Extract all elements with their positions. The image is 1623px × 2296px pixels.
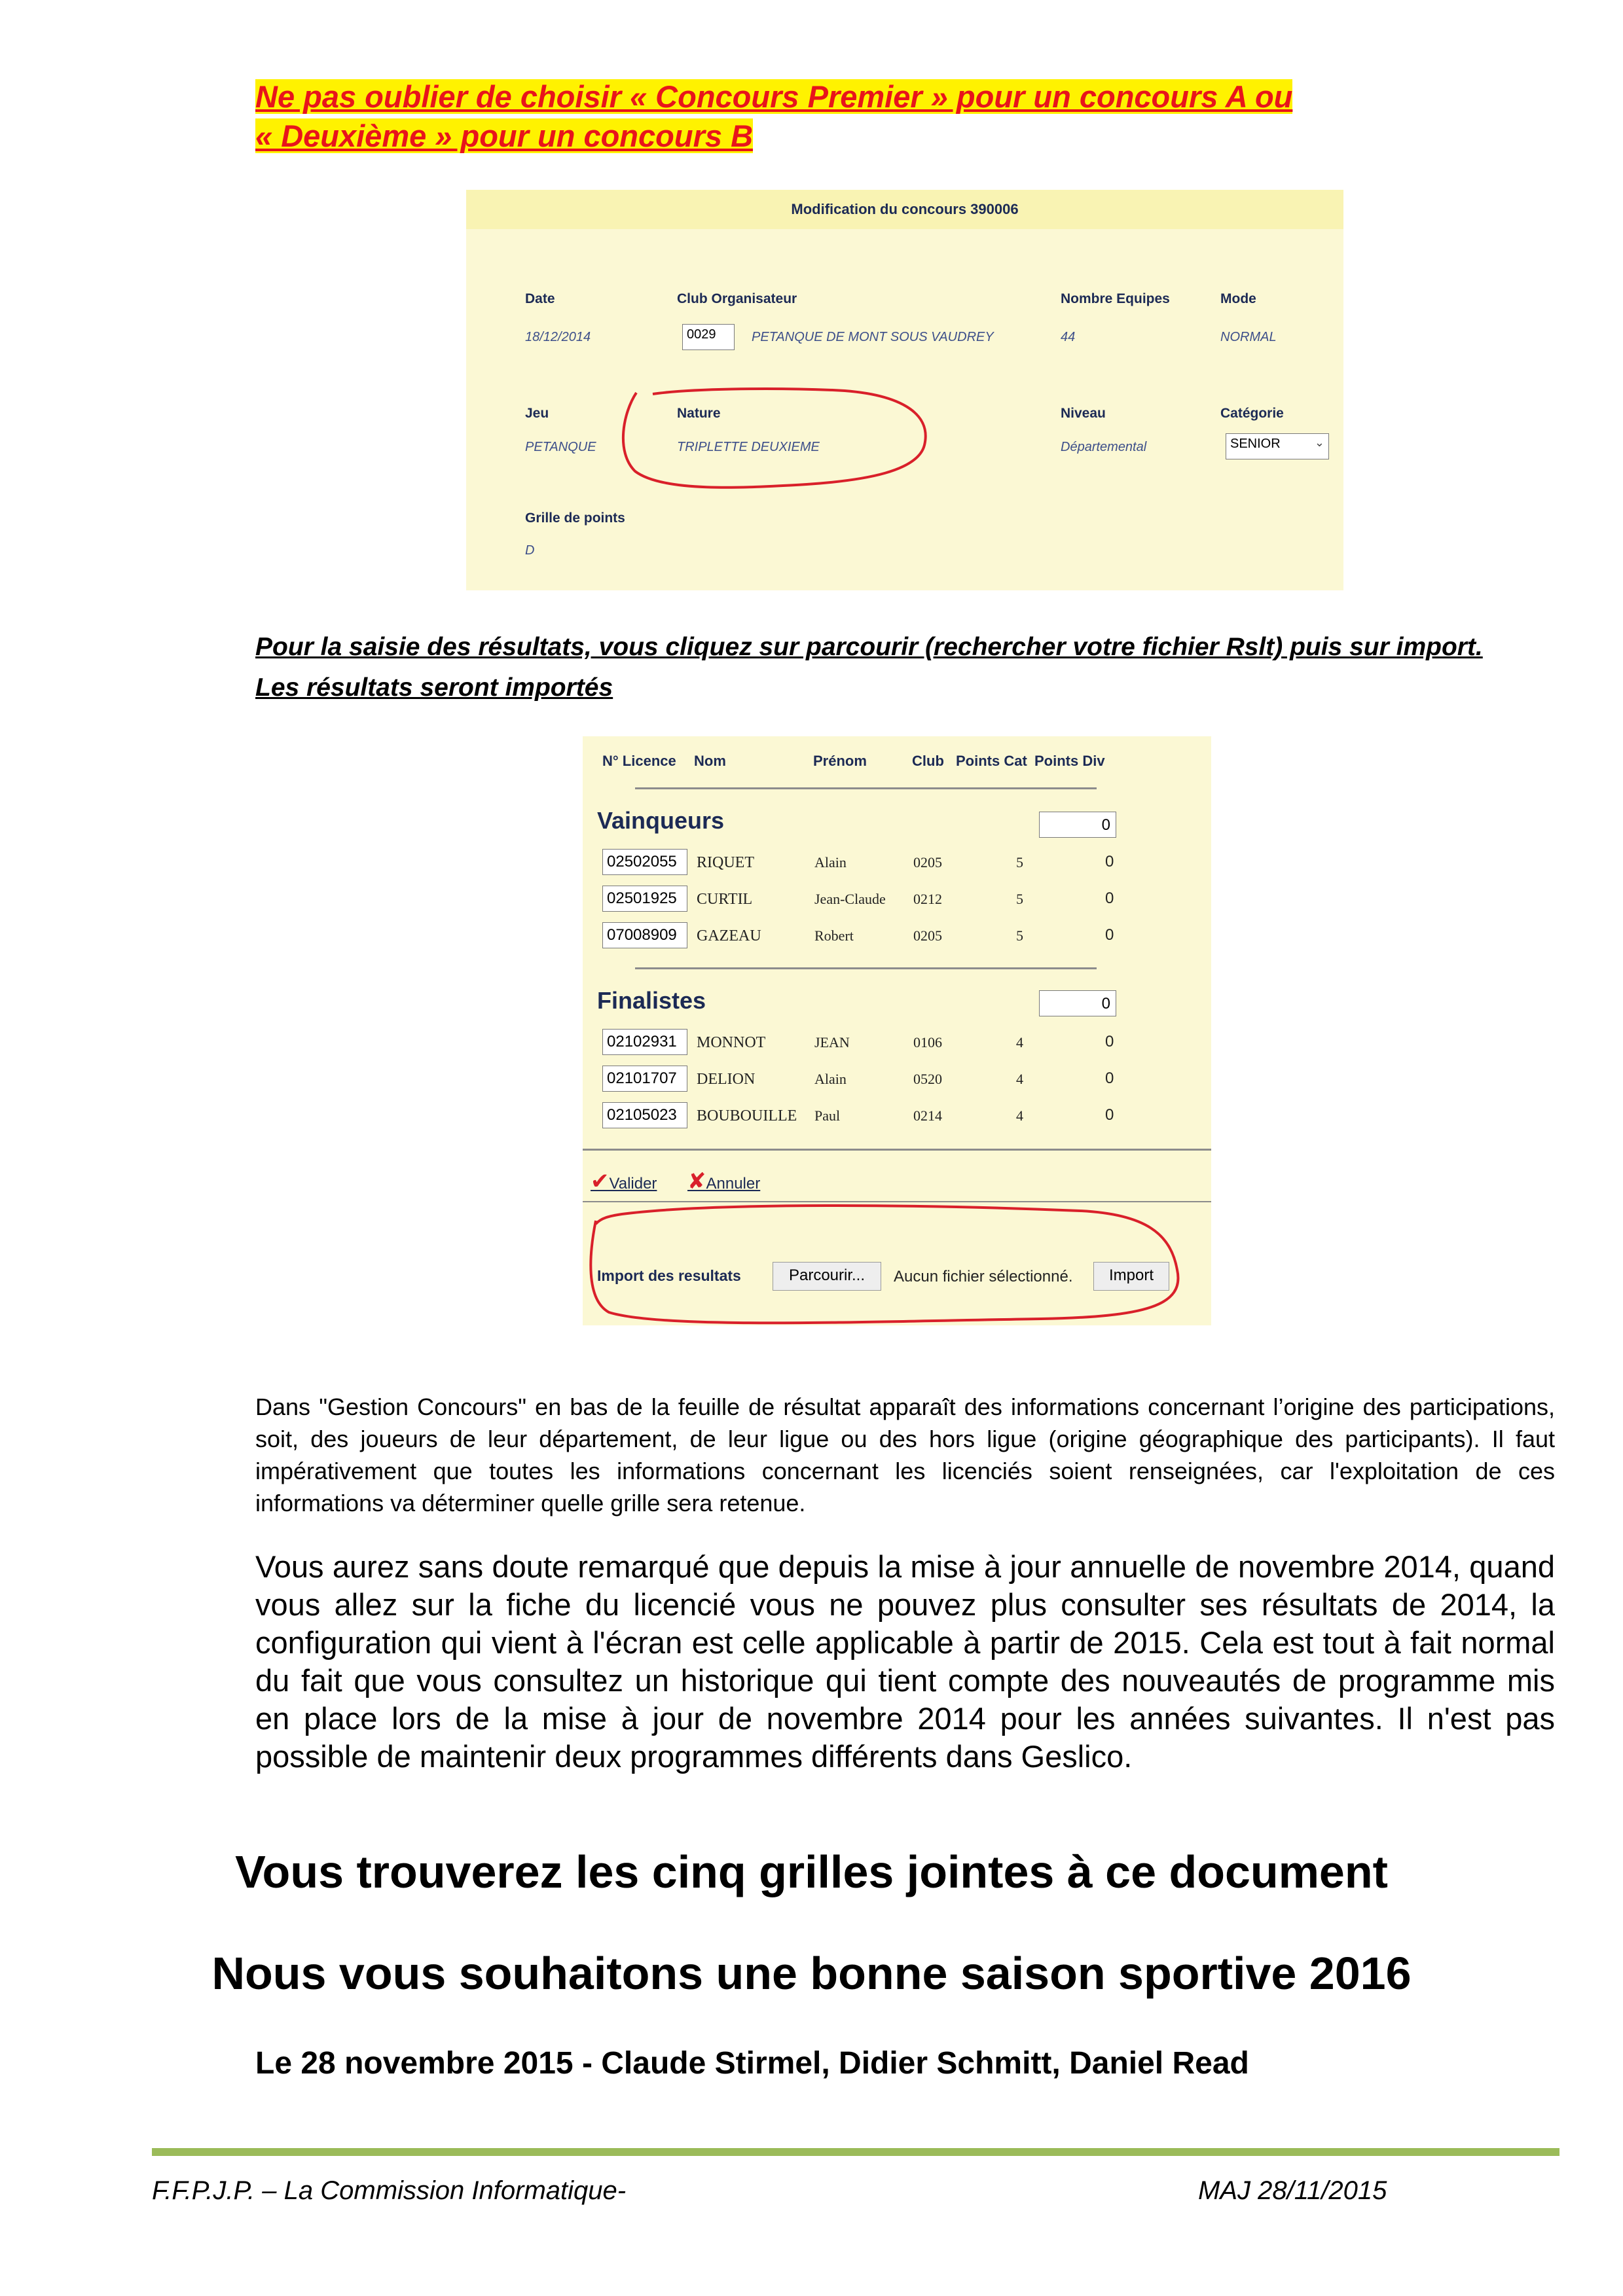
label-niveau: Niveau <box>1061 406 1106 421</box>
row-nom: DELION <box>697 1071 756 1088</box>
row-points-div: 0 <box>1105 889 1114 907</box>
footer-left: F.F.P.J.P. – La Commission Informatique- <box>152 2176 627 2205</box>
finalistes-total-field[interactable]: 0 <box>1039 990 1116 1016</box>
row-nom: MONNOT <box>697 1034 766 1051</box>
row-club: 0212 <box>913 891 942 907</box>
row-nom: BOUBOUILLE <box>697 1107 797 1124</box>
row-nom: GAZEAU <box>697 927 761 944</box>
categorie-selected-value: SENIOR <box>1230 437 1281 451</box>
row-points-cat: 4 <box>1016 1034 1023 1050</box>
row-club: 0106 <box>913 1034 942 1050</box>
checkmark-icon: ✔ <box>591 1169 610 1194</box>
row-points-div: 0 <box>1105 1033 1114 1050</box>
section-title-vainqueurs: Vainqueurs <box>597 807 725 834</box>
file-status: Aucun fichier sélectionné. <box>894 1268 1073 1285</box>
label-nature: Nature <box>677 406 721 421</box>
column-header-licence: N° Licence <box>602 753 676 769</box>
annuler-label: Annuler <box>706 1175 761 1193</box>
paragraph-gestion-concours: Dans "Gestion Concours" en bas de la feuille de résultat apparaît des informations concernant l’origine des participations, soit, des joueurs de leur département, de leur ligue ou des hors ligue (origine géographique des participants). Il faut impérativement que toutes les informations concernant les licenciés soient renseignées, car l'exploitation de ces informations va déterminer quelle grille sera retenue. <box>255 1393 1555 1516</box>
row-prenom: JEAN <box>814 1034 850 1050</box>
row-prenom: Robert <box>814 927 854 944</box>
valider-label: Valider <box>609 1175 657 1193</box>
label-nb-equipes: Nombre Equipes <box>1061 291 1170 306</box>
row-club: 0520 <box>913 1071 942 1087</box>
label-mode: Mode <box>1220 291 1256 306</box>
row-points-cat: 5 <box>1016 927 1023 944</box>
paragraph-geslico: Vous aurez sans doute remarqué que depuis la mise à jour annuelle de novembre 2014, quand vous allez sur la fiche du licencié vous ne pouvez plus consulter ses résultats de 2014, la configuration qui vient à l'écran est celle applicable à partir de 2015. Cela est tout à fait normal du fait que vous consultez un historique qui tient compte des nouveautés de programme mis en place lors de la mise à jour de novembre 2014 pour les années suivantes. Il n'est pas possible de maintenir deux programmes différents dans Geslico. <box>255 1549 1555 1774</box>
import-button[interactable]: Import <box>1093 1262 1169 1291</box>
label-date: Date <box>525 291 555 306</box>
warning-text <box>255 77 1408 156</box>
value-club-name: PETANQUE DE MONT SOUS VAUDREY <box>752 330 994 344</box>
column-header-points-cat: Points Cat <box>956 753 1027 769</box>
heading-grilles: Vous trouverez les cinq grilles jointes à ce document <box>235 1846 1388 1897</box>
parcourir-button[interactable]: Parcourir... <box>773 1262 881 1291</box>
row-prenom: Jean-Claude <box>814 891 886 907</box>
warning-line-1: Ne pas oublier de choisir « Concours Premier » pour un concours A ou <box>255 79 1293 114</box>
label-categorie: Catégorie <box>1220 406 1284 421</box>
instruction-line-1: Pour la saisie des résultats, vous cliquez sur parcourir (rechercher votre fichier Rslt) puis sur import. <box>255 633 1483 661</box>
value-nature: TRIPLETTE DEUXIEME <box>677 440 820 454</box>
row-points-div: 0 <box>1105 1106 1114 1124</box>
row-nom: CURTIL <box>697 891 753 908</box>
row-points-div: 0 <box>1105 1069 1114 1087</box>
import-label: Import des resultats <box>597 1267 741 1284</box>
licence-field[interactable]: 07008909 <box>602 922 687 948</box>
chevron-down-icon: ⌄ <box>1314 436 1324 449</box>
import-instructions <box>255 627 1499 708</box>
row-club: 0205 <box>913 854 942 870</box>
row-points-div: 0 <box>1105 853 1114 870</box>
licence-field[interactable]: 02101707 <box>602 1066 687 1092</box>
row-prenom: Alain <box>814 854 847 870</box>
annotation-circle-import <box>583 736 1211 1325</box>
instruction-line-2: Les résultats seront importés <box>255 673 613 702</box>
column-header-club: Club <box>912 753 944 769</box>
footer-right: MAJ 28/11/2015 <box>1198 2176 1387 2205</box>
value-nb-equipes: 44 <box>1061 330 1076 344</box>
licence-field[interactable]: 02501925 <box>602 886 687 912</box>
licence-field[interactable]: 02102931 <box>602 1029 687 1055</box>
row-points-div: 0 <box>1105 926 1114 944</box>
label-grille: Grille de points <box>525 511 625 526</box>
licence-field[interactable]: 02105023 <box>602 1102 687 1128</box>
row-nom: RIQUET <box>697 854 754 871</box>
heading-saison: Nous vous souhaitons une bonne saison sportive 2016 <box>211 1948 1412 1999</box>
row-prenom: Alain <box>814 1071 847 1087</box>
value-date: 18/12/2014 <box>525 330 591 344</box>
row-points-cat: 4 <box>1016 1071 1023 1087</box>
column-header-points-div: Points Div <box>1034 753 1105 769</box>
concours-modification-screenshot <box>466 190 1343 590</box>
warning-line-2: « Deuxième » pour un concours B <box>255 118 754 153</box>
row-club: 0214 <box>913 1107 942 1124</box>
licence-field[interactable]: 02502055 <box>602 849 687 875</box>
signature: Le 28 novembre 2015 - Claude Stirmel, Didier Schmitt, Daniel Read <box>255 2046 1249 2081</box>
value-grille: D <box>525 543 535 558</box>
column-header-prenom: Prénom <box>813 753 867 769</box>
club-code-field[interactable]: 0029 <box>682 324 735 350</box>
label-club: Club Organisateur <box>677 291 797 306</box>
cross-icon: ✘ <box>687 1169 706 1194</box>
value-niveau: Départemental <box>1061 440 1147 454</box>
annotation-circle-nature <box>466 190 1343 590</box>
section-title-finalistes: Finalistes <box>597 987 706 1014</box>
row-points-cat: 4 <box>1016 1107 1023 1124</box>
footer-rule <box>152 2148 1559 2156</box>
screenshot-title: Modification du concours 390006 <box>466 190 1343 229</box>
row-points-cat: 5 <box>1016 854 1023 870</box>
row-club: 0205 <box>913 927 942 944</box>
label-jeu: Jeu <box>525 406 549 421</box>
results-entry-screenshot <box>583 736 1211 1325</box>
column-header-nom: Nom <box>694 753 726 769</box>
value-mode: NORMAL <box>1220 330 1277 344</box>
vainqueurs-total-field[interactable]: 0 <box>1039 812 1116 838</box>
value-jeu: PETANQUE <box>525 440 596 454</box>
row-points-cat: 5 <box>1016 891 1023 907</box>
row-prenom: Paul <box>814 1107 841 1124</box>
